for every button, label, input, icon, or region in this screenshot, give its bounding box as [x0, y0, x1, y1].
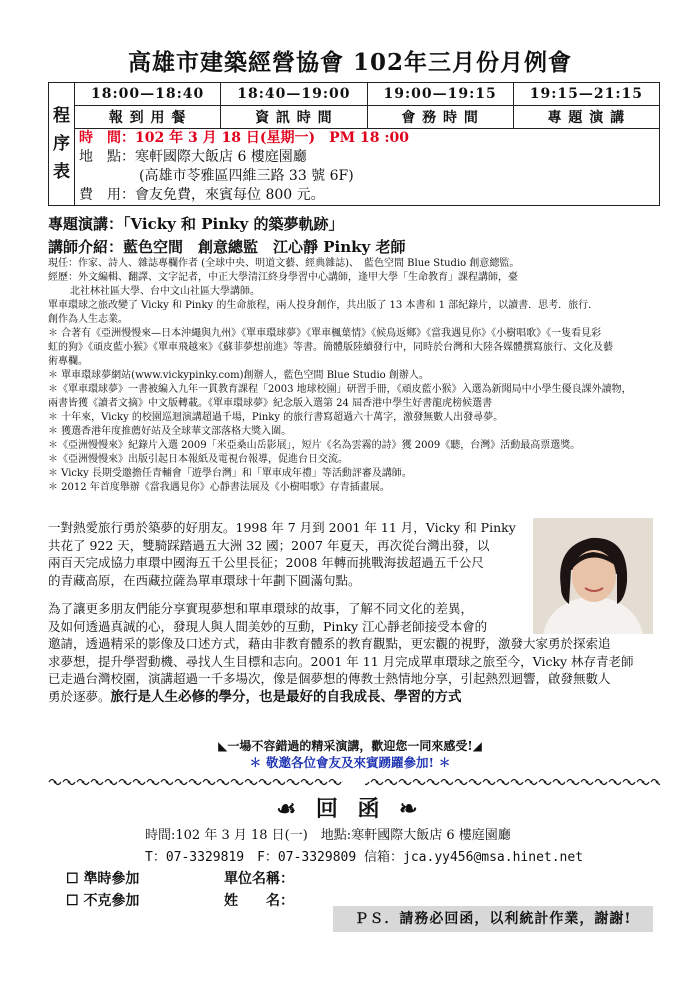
slot-time: 18:40—19:00 [221, 83, 367, 106]
checkbox-icon[interactable]: ☐ [66, 893, 79, 909]
reply-contact: T：07-3329819 F：07-3329809 信箱：jca.yy456@msa.hinet.net [145, 850, 584, 865]
slot-time: 19:15—21:15 [513, 83, 659, 106]
profile-line: ＊ 合著有《亞洲慢慢來—日本沖繩與九州》《單車環球夢》《單車楓葉情》《候鳥返鄉》《當我遇見你》《小樹唱歌》《一隻看見彩 [48, 328, 602, 339]
scroll-ornament-icon [48, 772, 660, 782]
profile-line: 創作為人生志業。 [48, 314, 128, 325]
lecture-speaker: 講師介紹：藍色空間 創意總監 江心靜 Pinky 老師 [48, 238, 406, 256]
profile-line: ＊ 2012 年首度舉辦《當我遇見你》心靜書法展及《小樹唱歌》存青插畫展。 [48, 482, 390, 493]
bio-paragraph-2: 為了讓更多朋友們能分享實現夢想和單車環球的故事，了解不同文化的差異， 及如何透過真誠的心，發現人與人間美妙的互動，Pinky 江心靜老師接受本會的 邀請，透過精采的影像及口述方式，藉由非教育體系的教育觀點，更宏觀的視野，激發大家勇於探索追 求夢想，提升學習動機、尋找人生目標和志向。2001 年 11 月完成單車環球之旅至今，Vicky 林存青老師 已走過台灣校園，演講超過一千多場次，像是個夢想的傳教士熱情地分享，引起熱烈迴響，啟發無數人 勇於逐夢。旅行是人生必修的學分，也是最好的自我成長、學習的方式 [48, 601, 634, 705]
closing-statement: 旅行是人生必修的學分，也是最好的自我成長、學習的方式 [110, 688, 462, 705]
bio-paragraph-1: 一對熱愛旅行勇於築夢的好朋友。1998 年 7 月到 2001 年 11 月，Vicky 和 Pinky 共花了 922 天，雙騎踩踏過五大洲 32 國；2007 年夏天，再次從台灣出發，以 兩百天完成協力車環中國海五千公里長征；2008 年轉而挑戰海拔超過五千公尺 的青藏高原，在西藏拉薩為單車環球十年劃下圓滿句點。 [48, 520, 516, 588]
profile-line: ＊《單車環球夢》一書被編入九年一貫教育課程「2003 地球校園」研習手冊，《頑皮藍小猴》入選為新聞局中小學生優良課外讀物， [48, 384, 632, 395]
profile-line: 虹的狗》《頑皮藍小猴》《單車飛越來》《蘇菲夢想前進》等書。簡體版陸續發行中，同時於台灣和大陸各媒體撰寫旅行、文化及藝 [48, 342, 613, 353]
profile-line: ＊《亞洲慢慢來》紀錄片入選 2009「米亞桑山岳影展」，短片《名為雲霧的詩》獲 2009《聽，台灣》活動最高票選獎。 [48, 440, 581, 451]
program-label: 程 序 表 [49, 83, 75, 206]
lecture-topic: 專題演講：「Vicky 和 Pinky 的築夢軌跡」 [48, 215, 344, 233]
program-table [48, 82, 660, 206]
slot-name: 專 題 演 講 [513, 106, 659, 129]
profile-line: ＊ 獲選香港年度推薦好站及全球華文部落格大獎入圍。 [48, 426, 292, 437]
profile-line: 現任：作家、詩人、雜誌專欄作者 (全球中央、明道文藝、經典雜誌)、 藍色空間 Blue Studio 創意總監。 [48, 258, 520, 269]
profile-line: 兩書皆獲《讀者文摘》中文版轉載。《單車環球夢》紀念版入選第 24 屆香港中學生好書龍虎榜候選書 [48, 398, 493, 409]
profile-line: ＊ 十年來，Vicky 的校園巡迴演講超過千場，Pinky 的旅行書寫超過六十萬字，激發無數人出發尋夢。 [48, 412, 504, 423]
name-field[interactable]: 姓 名： [224, 893, 294, 909]
invite-emphasis: ✽ 敬邀各位會友及來賓踴躍參加! ✽ [249, 755, 451, 770]
profile-line: 術專欄。 [48, 356, 88, 367]
slot-name: 報 到 用 餐 [75, 106, 221, 129]
slot-name: 會 務 時 間 [367, 106, 513, 129]
invite-line: ◣一場不容錯過的精采演講，歡迎您一同來感受!◢ [218, 739, 482, 753]
unit-field[interactable]: 單位名稱： [224, 871, 294, 887]
profile-line: ＊ Vicky 長期受邀擔任青輔會「遊學台灣」和「單車成年禮」等活動評審及講師。 [48, 468, 412, 479]
event-info [75, 129, 660, 206]
profile-line: 經歷：外文編輯、翻譯、文字記者，中正大學清江終身學習中心講師，逢甲大學「生命教育」課程講師，臺 [48, 272, 518, 283]
attend-option[interactable]: ☐ 準時參加 [66, 871, 140, 887]
spade-left-icon: ◣ [218, 739, 228, 753]
event-time: 時 間：102 年 3 月 18 日(星期一) PM 18 :00 [79, 130, 409, 146]
speaker-profile [48, 257, 660, 495]
ps-note: ＰＳ．請務必回函，以利統計作業，謝謝! [333, 906, 653, 932]
absent-option[interactable]: ☐ 不克參加 [66, 893, 140, 909]
profile-line: 單車環球之旅改變了 Vicky 和 Pinky 的生命旅程，兩人投身創作，共出版了 13 本書和 1 部紀錄片，以讀書．思考．旅行． [48, 300, 599, 311]
reply-time-place: 時間:102 年 3 月 18 日(一) 地點:寒軒國際大飯店 6 樓庭園廳 [145, 828, 511, 843]
spade-right-icon: ◢ [472, 739, 482, 753]
event-fee: 費 用：會友免費，來賓每位 800 元。 [79, 187, 325, 203]
checkbox-icon[interactable]: ☐ [66, 871, 79, 887]
reply-heading: ☙ 回 函 ❧ [276, 796, 424, 822]
slot-name: 資 訊 時 間 [221, 106, 367, 129]
ornament-right-icon: ❧ [399, 796, 424, 822]
ornament-left-icon: ☙ [276, 796, 303, 822]
page-title: 高雄市建築經營協會 102年三月份月例會 [127, 49, 573, 76]
profile-line: ＊《亞洲慢慢來》出版引起日本報紙及電視台報導，促進台日交流。 [48, 454, 348, 465]
slot-time: 19:00—19:15 [367, 83, 513, 106]
profile-line: 北社林社區大學、台中文山社區大學講師。 [70, 286, 260, 297]
slot-time: 18:00—18:40 [75, 83, 221, 106]
event-address: (高雄市苓雅區四維三路 33 號 6F) [139, 168, 354, 184]
event-place: 地 點：寒軒國際大飯店 6 樓庭園廳 [79, 149, 307, 165]
profile-line: ＊ 單車環球夢網站(www.vickypinky.com)創辦人，藍色空間 Blue Studio 創辦人。 [48, 370, 429, 381]
